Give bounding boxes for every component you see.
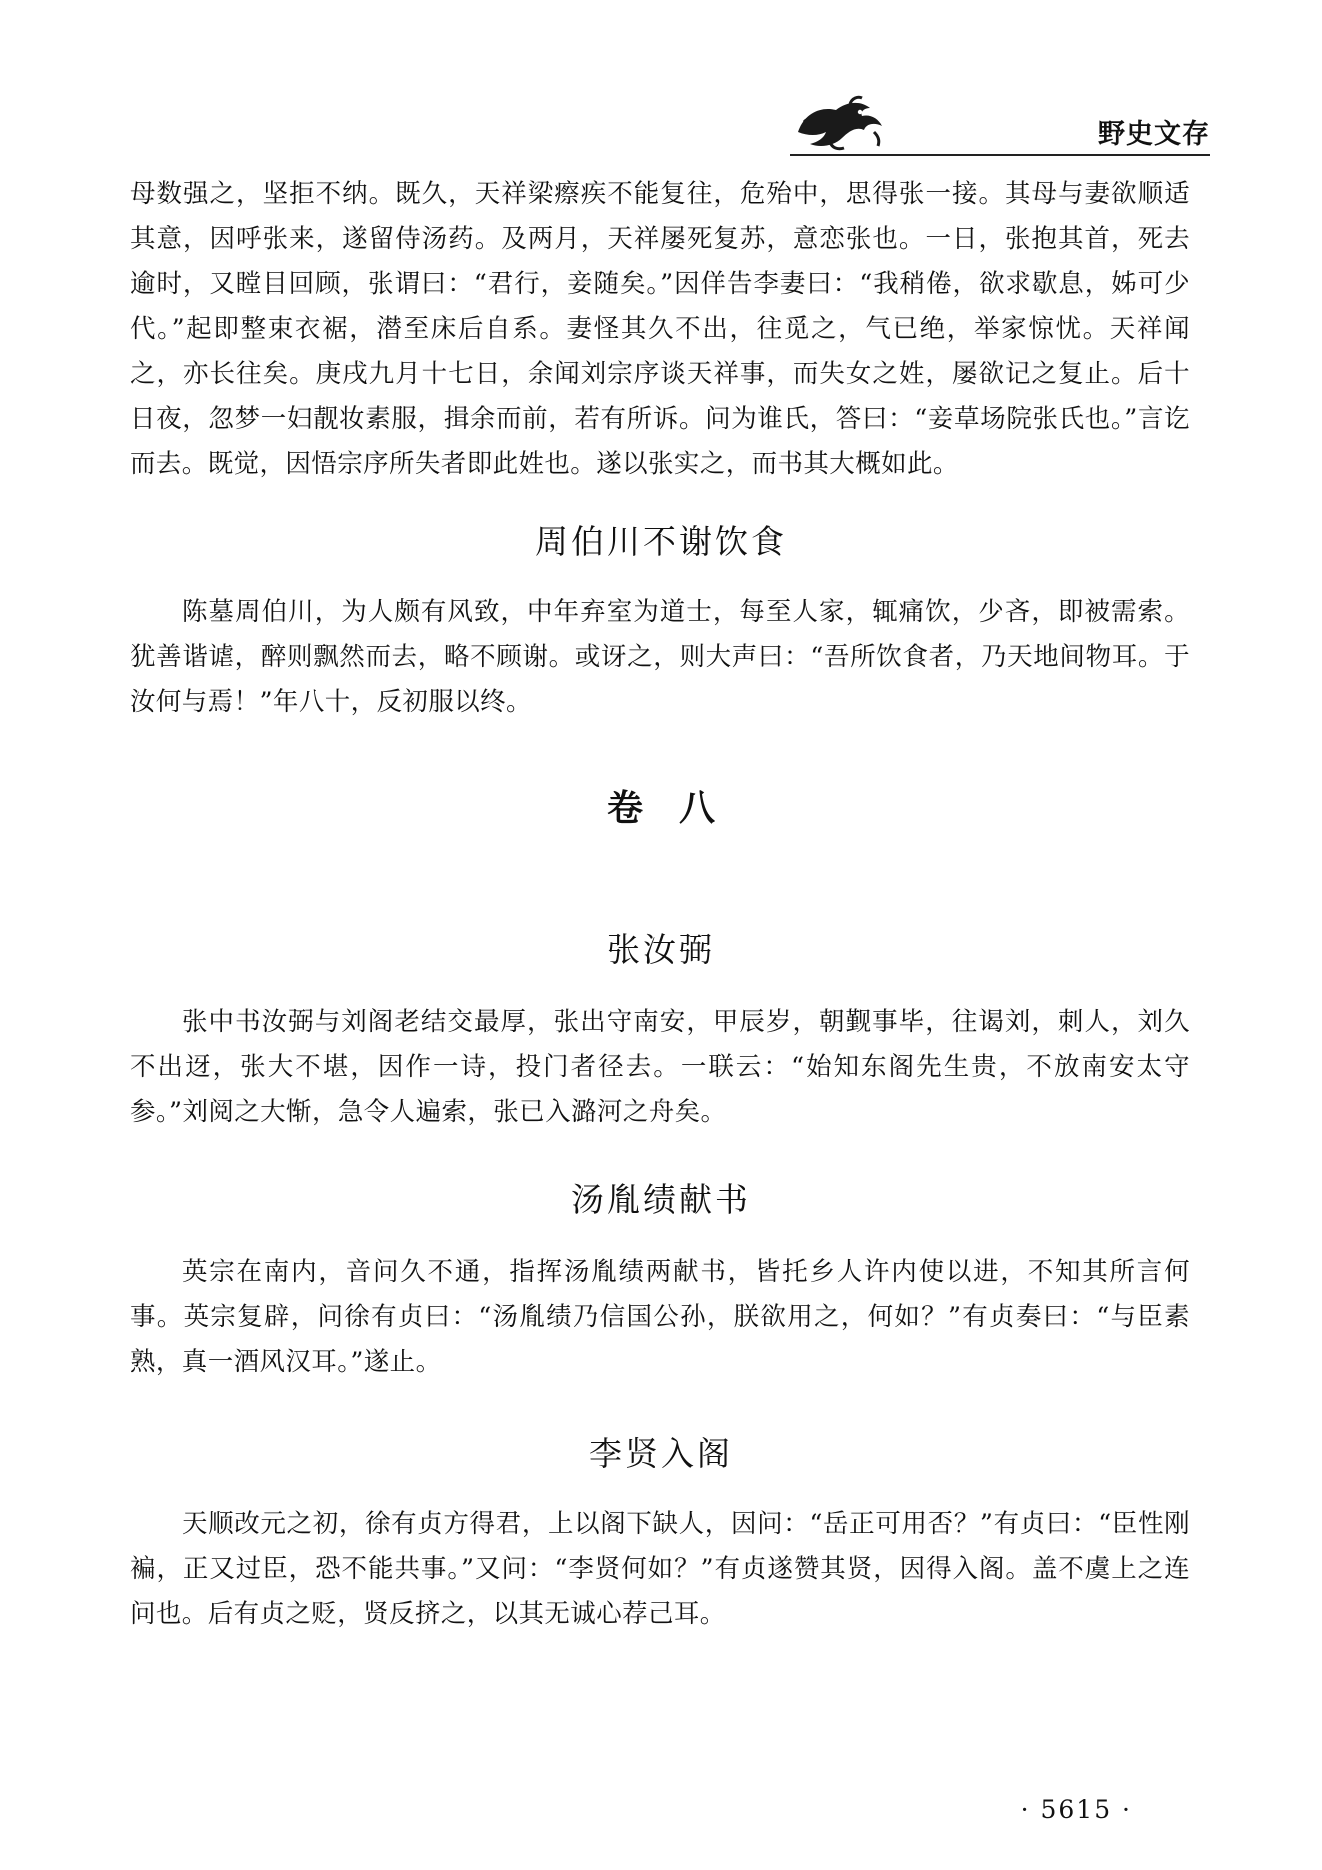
section-title-zhang-rubi: 张汝弼 bbox=[607, 930, 715, 969]
page-number: · 5615 · bbox=[1020, 1795, 1132, 1824]
header-divider bbox=[790, 154, 1210, 156]
running-header bbox=[790, 92, 1210, 152]
section-body-zhang-rubi: 张中书汝弼与刘阁老结交最厚，张出守南安，甲辰岁，朝觐事毕，往谒刘，刺人，刘久不出迓，张大不堪，因作一诗，投门者径去。一联云：“始知东阁先生贵，不放南安太守参。”刘阅之大惭，急令人遍索，张已入潞河之舟矣。 bbox=[130, 1007, 1190, 1127]
section-body-zhou-bochuan: 陈墓周伯川，为人颇有风致，中年弃室为道士，每至人家，辄痛饮，少吝，即被需索。犹善谐谑，醉则飘然而去，略不顾谢。或讶之，则大声曰：“吾所饮食者，乃天地间物耳。于汝何与焉！”年八十，反初服以终。 bbox=[130, 597, 1190, 717]
continued-paragraph: 母数强之，坚拒不纳。既久，天祥梁瘵疾不能复往，危殆中，思得张一接。其母与妻欲顺适其意，因呼张来，遂留侍汤药。及两月，天祥屡死复苏，意恋张也。一日，张抱其首，死去逾时，又瞠目回顾，张谓曰：“君行，妾随矣。”因佯告李妻曰：“我稍倦，欲求歇息，姊可少代。”起即整束衣裾，潜至床后自系。妻怪其久不出，往觅之，气已绝，举家惊忧。天祥闻之，亦长往矣。庚戌九月十七日，余闻刘宗序谈天祥事，而失女之姓，屡欲记之复止。后十日夜，忽梦一妇靓妆素服，揖余而前，若有所诉。问为谁氏，答曰：“妾草场院张氏也。”言讫而去。既觉，因悟宗序所失者即此姓也。遂以张实之，而书其大概如此。 bbox=[130, 179, 1190, 479]
section-title-tang-yinji: 汤胤绩献书 bbox=[571, 1180, 751, 1219]
chapter-title: 卷 八 bbox=[606, 788, 715, 829]
section-body-li-xian: 天顺改元之初，徐有贞方得君，上以阁下缺人，因问：“岳正可用否？”有贞曰：“臣性刚褊，正又过臣，恐不能共事。”又问：“李贤何如？”有贞遂赞其贤，因得入阁。盖不虞上之连问也。后有贞之贬，贤反挤之，以其无诚心荐己耳。 bbox=[130, 1509, 1190, 1629]
dragon-emblem-icon bbox=[790, 92, 890, 154]
section-body-tang-yinji: 英宗在南内，音问久不通，指挥汤胤绩两献书，皆托乡人许内使以进，不知其所言何事。英宗复辟，问徐有贞曰：“汤胤绩乃信国公孙，朕欲用之，何如？”有贞奏曰：“与臣素熟，真一酒风汉耳。”遂止。 bbox=[130, 1257, 1190, 1377]
series-title: 野史文存 bbox=[1098, 119, 1210, 150]
section-title-li-xian: 李贤入阁 bbox=[589, 1434, 733, 1473]
section-title-zhou-bochuan: 周伯川不谢饮食 bbox=[535, 522, 787, 561]
